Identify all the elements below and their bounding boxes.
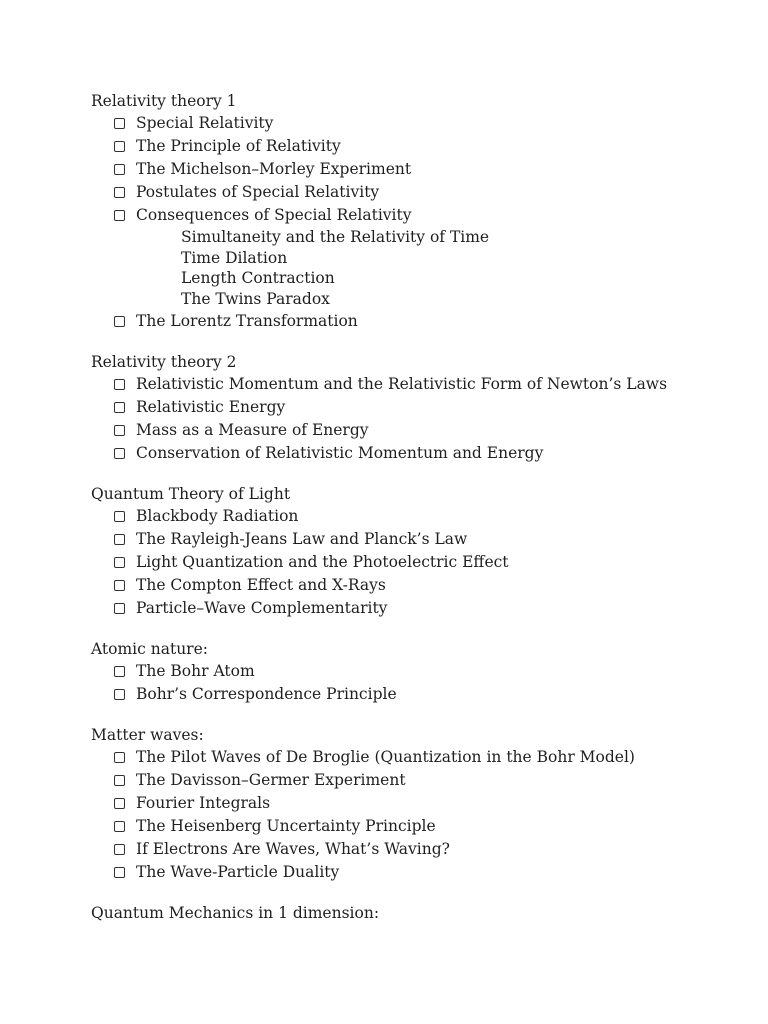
checklist-item bbox=[91, 373, 751, 396]
checklist-item bbox=[91, 112, 751, 135]
checkbox[interactable] bbox=[114, 425, 125, 436]
checkbox[interactable] bbox=[114, 534, 125, 545]
checklist-item bbox=[91, 861, 751, 884]
checklist-item-label: The Wave-Particle Duality bbox=[136, 862, 340, 881]
checklist-item-label: Fourier Integrals bbox=[136, 793, 271, 812]
checklist-item bbox=[91, 551, 751, 574]
checkbox[interactable] bbox=[114, 511, 125, 522]
checklist-item bbox=[91, 746, 751, 769]
checklist-item-label: Particle–Wave Complementarity bbox=[136, 598, 388, 617]
checklist-item bbox=[91, 815, 751, 838]
checklist-section bbox=[91, 638, 751, 706]
checklist-item-label: The Bohr Atom bbox=[136, 661, 255, 680]
checklist-item-label: The Heisenberg Uncertainty Principle bbox=[136, 816, 436, 835]
checklist-item-label: The Pilot Waves of De Broglie (Quantization in the Bohr Model) bbox=[136, 747, 635, 766]
checkbox[interactable] bbox=[114, 798, 125, 809]
checkbox[interactable] bbox=[114, 603, 125, 614]
checklist-item-label: Blackbody Radiation bbox=[136, 506, 299, 525]
checklist-item bbox=[91, 204, 751, 227]
checklist-item bbox=[91, 683, 751, 706]
checklist-item bbox=[91, 597, 751, 620]
checkbox[interactable] bbox=[114, 210, 125, 221]
checklist-item bbox=[91, 419, 751, 442]
checklist-item bbox=[91, 574, 751, 597]
checklist-item bbox=[91, 792, 751, 815]
checkbox[interactable] bbox=[114, 580, 125, 591]
checklist-item-label: Light Quantization and the Photoelectric Effect bbox=[136, 552, 509, 571]
sub-item: Time Dilation bbox=[181, 248, 288, 267]
checklist-item-label: The Lorentz Transformation bbox=[136, 311, 358, 330]
checklist-item-label: The Principle of Relativity bbox=[136, 137, 341, 155]
checkbox[interactable] bbox=[114, 448, 125, 459]
section-heading: Quantum Mechanics in 1 dimension: bbox=[91, 903, 380, 922]
checkbox[interactable] bbox=[114, 164, 125, 175]
section-heading: Matter waves: bbox=[91, 725, 204, 744]
checklist-item bbox=[91, 396, 751, 419]
checklist-item-label: Relativistic Energy bbox=[136, 397, 286, 416]
checklist-item-label: Conservation of Relativistic Momentum and Energy bbox=[136, 443, 544, 462]
document-body bbox=[91, 90, 751, 942]
checkbox[interactable] bbox=[114, 844, 125, 855]
checkbox[interactable] bbox=[114, 141, 125, 152]
checklist-section bbox=[91, 483, 751, 620]
sub-item: Length Contraction bbox=[181, 269, 335, 288]
checklist-item bbox=[91, 505, 751, 528]
checklist-item-label: Relativistic Momentum and the Relativistic Form of Newton’s Laws bbox=[136, 374, 668, 393]
checklist-section bbox=[91, 724, 751, 884]
checklist-item bbox=[91, 838, 751, 861]
checklist-section bbox=[91, 351, 751, 465]
section-heading: Atomic nature: bbox=[91, 639, 208, 658]
checklist-item bbox=[91, 181, 751, 204]
checklist-item-label: Postulates of Special Relativity bbox=[136, 183, 380, 201]
section-heading: Relativity theory 2 bbox=[91, 352, 237, 371]
checklist-item-label: The Rayleigh-Jeans Law and Planck’s Law bbox=[136, 529, 468, 548]
checkbox[interactable] bbox=[114, 118, 125, 129]
checklist-section bbox=[91, 90, 751, 333]
checklist-item bbox=[91, 442, 751, 465]
checklist-item bbox=[91, 769, 751, 792]
checkbox[interactable] bbox=[114, 752, 125, 763]
checklist-item-label: Bohr’s Correspondence Principle bbox=[136, 684, 397, 703]
checklist-item-label: The Davisson–Germer Experiment bbox=[136, 770, 406, 789]
checkbox[interactable] bbox=[114, 557, 125, 568]
checkbox[interactable] bbox=[114, 316, 125, 327]
checklist-section bbox=[91, 902, 751, 924]
section-heading: Quantum Theory of Light bbox=[91, 484, 291, 503]
checklist-item bbox=[91, 158, 751, 181]
checklist-item-label: Consequences of Special Relativity bbox=[136, 206, 412, 224]
section-heading: Relativity theory 1 bbox=[91, 92, 237, 110]
checkbox[interactable] bbox=[114, 775, 125, 786]
checkbox[interactable] bbox=[114, 821, 125, 832]
checklist-item bbox=[91, 528, 751, 551]
sub-item: The Twins Paradox bbox=[181, 290, 330, 309]
checklist-item-label: Special Relativity bbox=[136, 114, 274, 132]
checklist-item bbox=[91, 660, 751, 683]
checklist-item-label: The Compton Effect and X-Rays bbox=[136, 575, 386, 594]
checklist-item-label: If Electrons Are Waves, What’s Waving? bbox=[136, 839, 450, 858]
checklist-item bbox=[91, 135, 751, 158]
checklist-item bbox=[91, 310, 751, 333]
checklist-item-label: The Michelson–Morley Experiment bbox=[136, 160, 412, 178]
checkbox[interactable] bbox=[114, 666, 125, 677]
checkbox[interactable] bbox=[114, 379, 125, 390]
sub-item: Simultaneity and the Relativity of Time bbox=[181, 228, 490, 246]
checkbox[interactable] bbox=[114, 402, 125, 413]
checkbox[interactable] bbox=[114, 689, 125, 700]
checkbox[interactable] bbox=[114, 867, 125, 878]
checkbox[interactable] bbox=[114, 187, 125, 198]
checklist-item-label: Mass as a Measure of Energy bbox=[136, 420, 369, 439]
